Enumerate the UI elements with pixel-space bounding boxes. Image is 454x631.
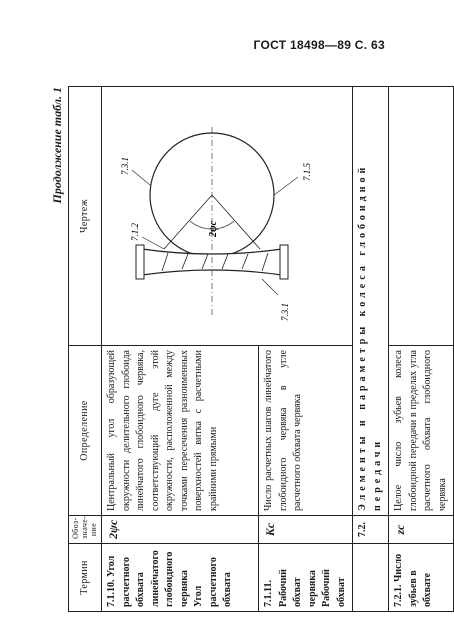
table-header-row (69, 87, 102, 612)
angle-ray-bottom (212, 195, 260, 249)
label-angle: 2ψc (208, 220, 220, 237)
section-number (353, 544, 389, 612)
terms-table (68, 86, 454, 612)
section-row (353, 87, 389, 612)
col-header-drawing: Чертеж (69, 87, 102, 346)
col-header-definition: Определение (69, 346, 102, 516)
table-row (102, 87, 259, 612)
definition-cell: Число расчетных шагов линейчатого глобоидного червяка в угле расчетного обхвата червяка (259, 346, 353, 516)
term-cell: 7.2.1. Число зубьев в обхвате (389, 544, 454, 612)
page-header: ГОСТ 18498—89 С. 63 (253, 38, 385, 52)
label-7-3-1-top: 7.3.1 (120, 157, 131, 175)
definition-cell: Центральный угол образующей окружности делительного глобоида линейчатого глобоидного червяка, соответствующий дуге этой окружности, расположенной между точками пересечения разноименных поверхностей витка с расчетными крайними прямыми (102, 346, 259, 516)
drawing-cell (102, 87, 353, 346)
label-7-3-1-bottom: 7.3.1 (280, 303, 291, 321)
worm-top-cap (136, 245, 144, 279)
drawing-cell-empty (389, 87, 454, 346)
label-7-1-5: 7.1.5 (302, 163, 313, 181)
worm-bottom-cap (280, 245, 288, 279)
worm-gear-drawing (102, 88, 330, 345)
designation-cell: zc (389, 516, 454, 544)
col-header-designation: Обоз-значе-ние (69, 516, 102, 544)
rotated-table-page (46, 87, 448, 612)
table-row (389, 87, 454, 612)
definition-cell: Целое число зубьев колеса глобоидной передачи в пределах угла расчетного обхвата глобоидного червяка (389, 346, 454, 516)
designation-cell: 2ψc (102, 516, 259, 544)
term-cell: 7.1.11. Рабочий обхват червяка Рабочий обхват (259, 544, 353, 612)
section-title: Элементы и параметры колеса глобоидной передачи (353, 87, 389, 516)
section-number-cell: 7.2. (353, 516, 389, 544)
designation-cell: Kc (259, 516, 353, 544)
term-cell: 7.1.10. Угол расчетного обхвата линейчатого глобоидного червяка Угол расчетного обхвата (102, 544, 259, 612)
angle-ray-top (164, 195, 212, 249)
col-header-term: Термин (69, 544, 102, 612)
continuation-label: Продолжение табл. 1 (50, 87, 64, 204)
label-7-1-2: 7.1.2 (130, 223, 141, 241)
